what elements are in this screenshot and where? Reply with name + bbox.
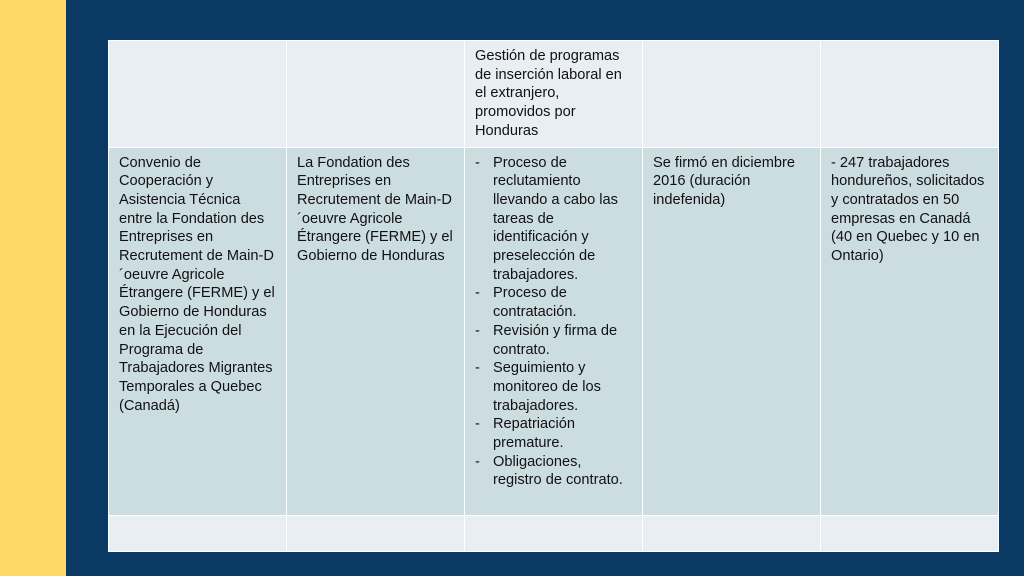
list-item: - Repatriación premature. [475,415,632,452]
process-steps-list [475,154,632,491]
header-cell-1 [109,41,287,148]
table-header-row [109,41,999,148]
list-item: - Proceso de contratación. [475,284,632,321]
list-item: - Seguimiento y monitoreo de los trabajadores. [475,359,632,415]
list-item: - Obligaciones, registro de contrato. [475,453,632,490]
table-row [109,147,999,515]
results-cell: - 247 trabajadores hondureños, solicitados y contratados en 50 empresas en Canadá (40 en Quebec y 10 en Ontario) [821,147,999,515]
footer-cell-3 [465,515,643,551]
footer-cell-2 [287,515,465,551]
header-cell-2 [287,41,465,148]
list-item: - Revisión y firma de contrato. [475,322,632,359]
list-item: - Proceso de reclutamiento llevando a cabo las tareas de identificación y preselección de trabajadores. [475,154,632,285]
left-accent-stripe [0,0,66,576]
footer-cell-5 [821,515,999,551]
signing-date-cell: Se firmó en diciembre 2016 (duración indefenida) [643,147,821,515]
header-cell-4 [643,41,821,148]
footer-cell-4 [643,515,821,551]
header-cell-5 [821,41,999,148]
process-steps-cell [465,147,643,515]
header-cell-3: Gestión de programas de inserción laboral en el extranjero, promovidos por Honduras [465,41,643,148]
parties-cell: La Fondation des Entreprises en Recrutement de Main-D´oeuvre Agricole Étrangere (FERME) y el Gobierno de Honduras [287,147,465,515]
agreement-name-cell: Convenio de Cooperación y Asistencia Técnica entre la Fondation des Entreprises en Recrutement de Main-D´oeuvre Agricole Étrangere (FERME) y el Gobierno de Honduras en la Ejecución del Programa de Trabajadores Migrantes Temporales a Quebec (Canadá) [109,147,287,515]
table-footer-row [109,515,999,551]
footer-cell-1 [109,515,287,551]
programs-table [108,40,999,552]
